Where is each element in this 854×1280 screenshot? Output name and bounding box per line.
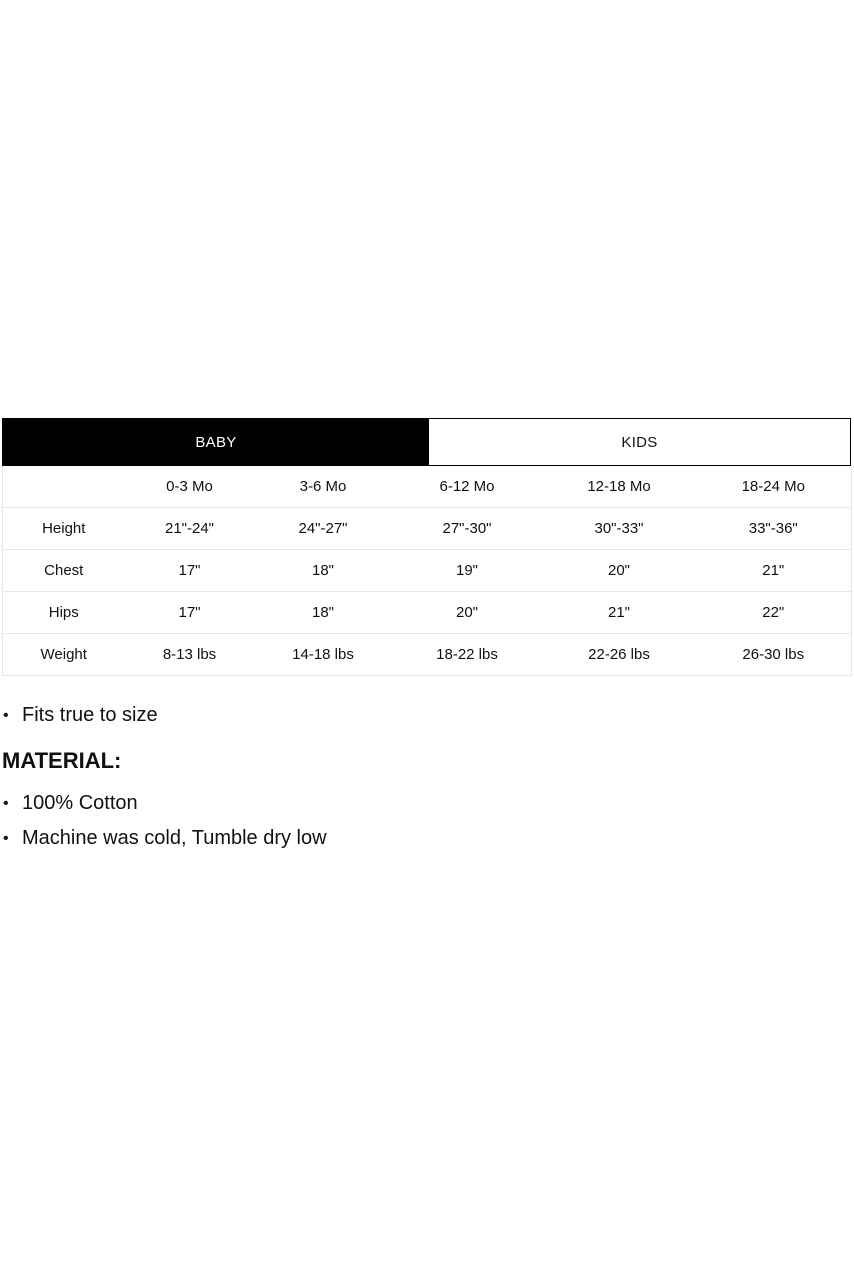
row-label: Height <box>3 508 125 550</box>
care-item-text: Machine was cold, Tumble dry low <box>22 827 327 849</box>
table-cell: 33"-36" <box>696 508 852 550</box>
table-row <box>3 550 852 592</box>
column-header: 12-18 Mo <box>543 466 696 508</box>
table-cell: 17" <box>125 550 255 592</box>
material-heading: MATERIAL: <box>2 748 122 773</box>
table-cell: 22" <box>696 592 852 634</box>
list-item <box>2 786 842 821</box>
table-cell: 17" <box>125 592 255 634</box>
material-item-text: 100% Cotton <box>22 792 138 814</box>
bullet-dot-icon: • <box>3 830 9 847</box>
column-header <box>3 466 125 508</box>
size-chart <box>2 418 851 676</box>
table-cell: 22-26 lbs <box>543 634 696 676</box>
table-cell: 20" <box>392 592 543 634</box>
tab-baby-label: BABY <box>195 433 237 451</box>
bullet-dot-icon: • <box>3 795 9 812</box>
table-cell: 14-18 lbs <box>255 634 392 676</box>
size-tabs <box>2 418 851 466</box>
table-cell: 20" <box>543 550 696 592</box>
table-cell: 18" <box>255 592 392 634</box>
table-cell: 27"-30" <box>392 508 543 550</box>
table-row <box>3 592 852 634</box>
row-label: Hips <box>3 592 125 634</box>
material-list <box>2 786 842 856</box>
product-notes <box>2 698 842 856</box>
bullet-dot-icon: • <box>3 707 9 724</box>
tab-kids-label: KIDS <box>621 433 658 451</box>
column-header: 0-3 Mo <box>125 466 255 508</box>
table-cell: 19" <box>392 550 543 592</box>
column-header: 18-24 Mo <box>696 466 852 508</box>
table-cell: 18" <box>255 550 392 592</box>
list-item <box>2 821 842 856</box>
table-cell: 18-22 lbs <box>392 634 543 676</box>
list-item <box>2 698 842 733</box>
fit-notes-list <box>2 698 842 733</box>
tab-kids[interactable] <box>429 419 850 465</box>
table-cell: 30"-33" <box>543 508 696 550</box>
column-header: 3-6 Mo <box>255 466 392 508</box>
table-cell: 21"-24" <box>125 508 255 550</box>
size-table <box>2 466 852 676</box>
fit-note-text: Fits true to size <box>22 704 158 726</box>
row-label: Chest <box>3 550 125 592</box>
table-cell: 24"-27" <box>255 508 392 550</box>
table-row <box>3 634 852 676</box>
table-cell: 26-30 lbs <box>696 634 852 676</box>
tab-baby[interactable] <box>3 419 429 465</box>
column-header: 6-12 Mo <box>392 466 543 508</box>
row-label: Weight <box>3 634 125 676</box>
table-row <box>3 508 852 550</box>
table-cell: 8-13 lbs <box>125 634 255 676</box>
table-header-row <box>3 466 852 508</box>
table-cell: 21" <box>543 592 696 634</box>
table-cell: 21" <box>696 550 852 592</box>
